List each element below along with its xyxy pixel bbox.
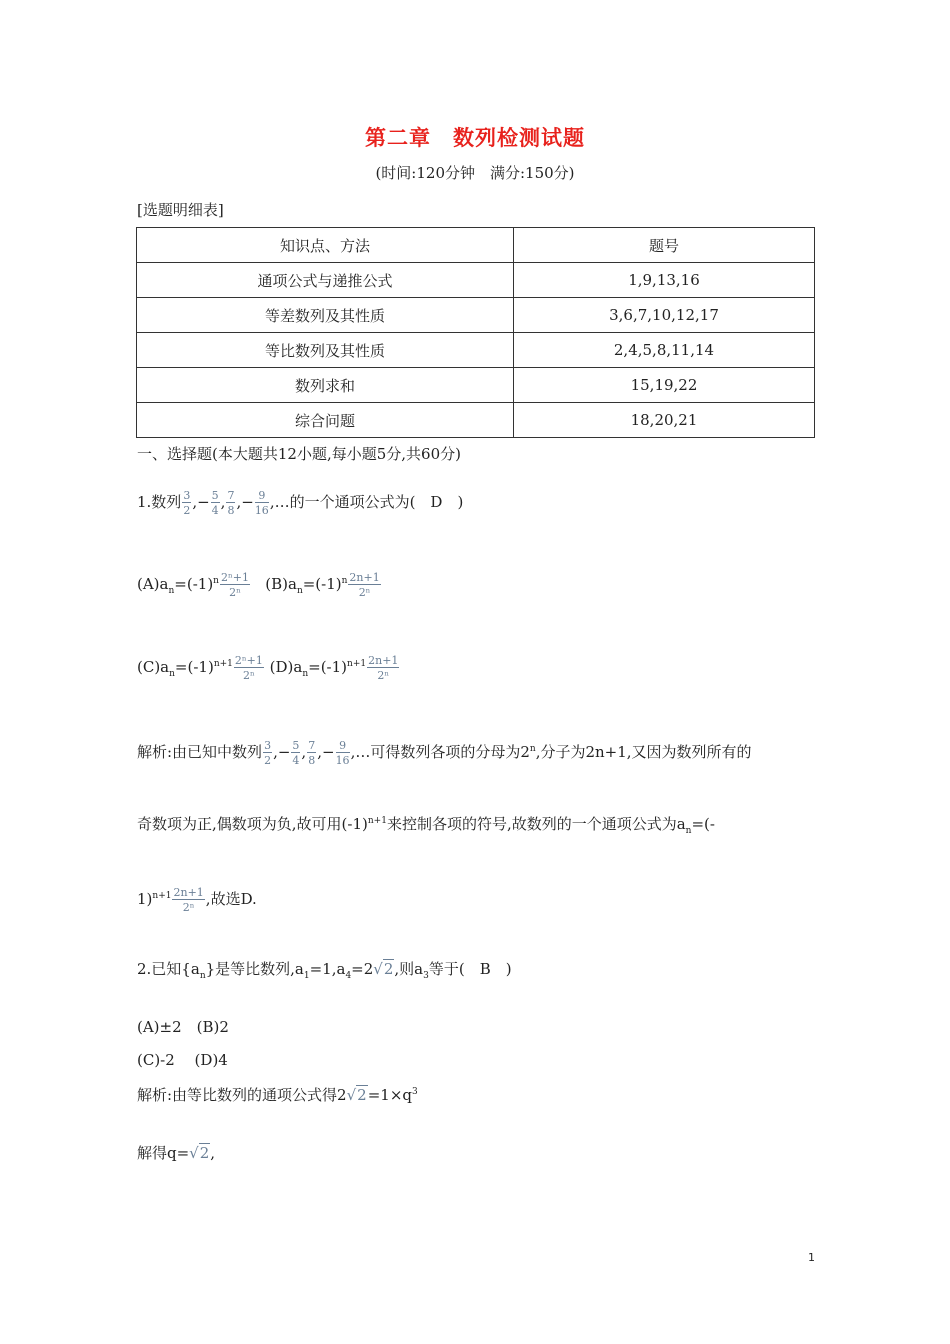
- fraction: $\frac{5}{4}$: [211, 489, 219, 517]
- page-subtitle: (时间:120分钟 满分:150分): [375, 164, 575, 182]
- fraction: $\frac{2n+1}{\text{2ⁿ}}$: [368, 654, 399, 682]
- table-cell: 综合问题: [137, 403, 514, 438]
- q1-options-cd: $(C)a_n=(-1)^{n+1}$ $\frac{\text{2ⁿ+1}}{\text{2ⁿ}}$ $(D)a_n=(-1)^{n+1}$ $\frac{2n+1}{\text{2ⁿ}}$: [137, 654, 399, 682]
- table-cell: 通项公式与递推公式: [137, 263, 514, 298]
- table-header: 知识点、方法: [137, 228, 514, 263]
- q1-options-ab: $(A)a_n=(-1)^n$ $\frac{\text{2ⁿ+1}}{\text{2ⁿ}}$ $(B)a_n=(-1)^n$ $\frac{2n+1}{\text{2ⁿ}}$: [137, 571, 380, 599]
- table-row: [137, 298, 815, 333]
- fraction: $\frac{9}{16}$: [335, 739, 350, 767]
- page-number: 1: [808, 1251, 815, 1264]
- table-row: [137, 333, 815, 368]
- table-cell: 3,6,7,10,12,17: [514, 298, 815, 333]
- fraction: $\frac{9}{16}$: [254, 489, 269, 517]
- table-row: [137, 263, 815, 298]
- table-cell: 数列求和: [137, 368, 514, 403]
- fraction: $\frac{2n+1}{\text{2ⁿ}}$: [173, 886, 204, 914]
- table-cell: 15,19,22: [514, 368, 815, 403]
- q2-analysis: 解析:由等比数列的通项公式得$2√2=1\times q^3$: [137, 1086, 418, 1104]
- fraction: $\frac{7}{8}$: [308, 739, 316, 767]
- table-cell: 2,4,5,8,11,14: [514, 333, 815, 368]
- table-cell: 等差数列及其性质: [137, 298, 514, 333]
- table-header: 题号: [514, 228, 815, 263]
- q2-options-ab: (A)±2 (B)2: [137, 1018, 229, 1036]
- sqrt-symbol: √2: [346, 1086, 367, 1104]
- table-cell: 18,20,21: [514, 403, 815, 438]
- fraction: $\frac{7}{8}$: [227, 489, 235, 517]
- table-cell: 等比数列及其性质: [137, 333, 514, 368]
- fraction: $\frac{\text{2ⁿ+1}}{\text{2ⁿ}}$: [220, 571, 249, 599]
- q2-solve: 解得q=√2,: [137, 1144, 216, 1162]
- table-label: [选题明细表]: [137, 201, 224, 219]
- table-header-row: [137, 228, 815, 263]
- page-title: 第二章 数列检测试题: [365, 125, 585, 150]
- q1-prefix: 1.数列: [137, 493, 182, 511]
- fraction: $\frac{3}{2}$: [264, 739, 272, 767]
- fraction: $\frac{2n+1}{\text{2ⁿ}}$: [349, 571, 380, 599]
- q1-analysis-line3: 1)$^{n+1}$ $\frac{2n+1}{\text{2ⁿ}}$ ,故选D.: [137, 886, 257, 914]
- table-row: [137, 403, 815, 438]
- q1-suffix: ,…的一个通项公式为( D ): [269, 493, 464, 511]
- section-heading: 一、选择题(本大题共12小题,每小题5分,共60分): [137, 445, 461, 463]
- fraction: $\frac{\text{2ⁿ+1}}{\text{2ⁿ}}$: [234, 654, 263, 682]
- q1-analysis-line1: 解析:由已知中数列 $\frac{3}{2}$ ,− $\frac{5}{4}$ , $\frac{7}{8}$ ,− $\frac{9}{16}$ ,…可得数列各项的分母为2$^n$,分子为2n+1,又因为数列所有的: [137, 739, 752, 767]
- fraction: $\frac{5}{4}$: [292, 739, 300, 767]
- question-1: 1.数列 $\frac{3}{2}$ ,− $\frac{5}{4}$ , $\frac{7}{8}$ ,− $\frac{9}{16}$ ,…的一个通项公式为( D ): [137, 489, 464, 517]
- q2-options-cd: (C)-2 (D)4: [137, 1051, 228, 1069]
- sqrt-symbol: √2: [189, 1144, 210, 1162]
- q1-analysis-line2: 奇数项为正,偶数项为负,故可用$(-1)^{n+1}$来控制各项的符号,故数列的一个通项公式为$a_n=(-$: [137, 815, 715, 836]
- fraction: $\frac{3}{2}$: [183, 489, 191, 517]
- table-row: [137, 368, 815, 403]
- question-2: 2.已知$\{a_n\}$是等比数列$,a_1=1,a_4=2√2$,则$a_3$等于( B ): [137, 960, 512, 981]
- sqrt-symbol: √2: [373, 960, 394, 978]
- table-cell: 1,9,13,16: [514, 263, 815, 298]
- topic-table: [136, 227, 815, 438]
